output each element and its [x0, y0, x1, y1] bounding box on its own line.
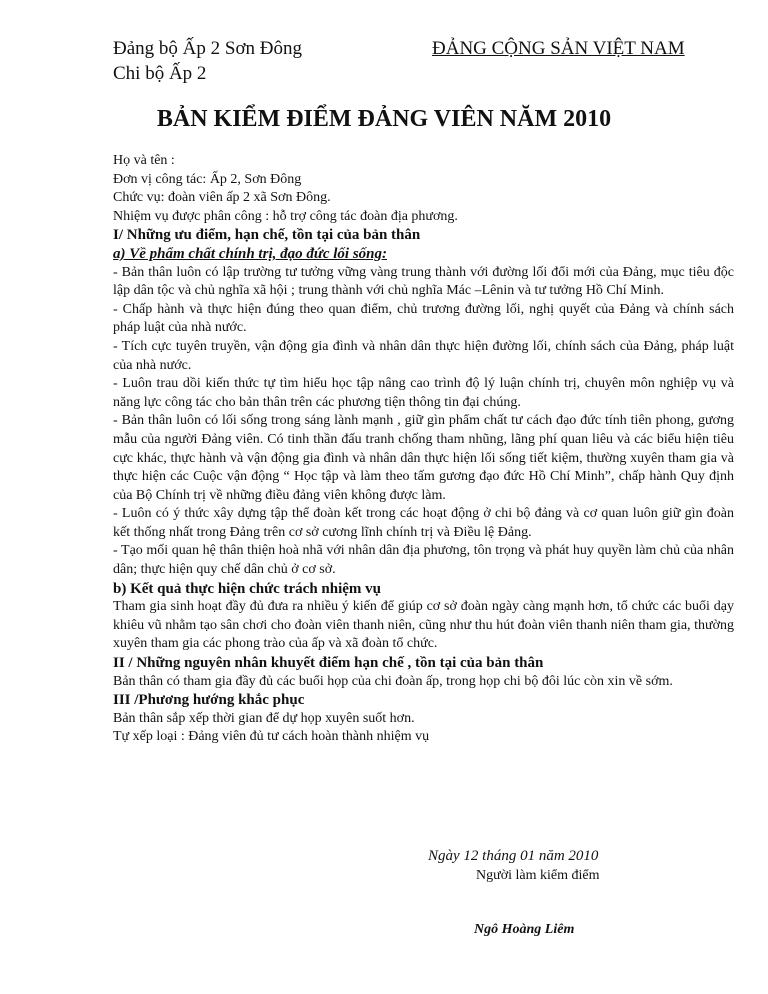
list-item: - Luôn có ý thức xây dựng tập thể đoàn kết trong các hoạt động ở chi bộ đảng và cơ quan luôn giữ gìn đoàn kết thống nhất trong Đảng trên cơ sở cương lĩnh chính trị và Điều lệ Đảng.	[113, 506, 734, 540]
signature-date: Ngày 12 tháng 01 năm 2010	[428, 848, 599, 864]
section-3-heading: III /Phương hướng khắc phục	[113, 692, 305, 709]
org-header	[113, 36, 302, 86]
org-line-2: Chi bộ Ấp 2	[113, 63, 207, 84]
signer-name: Ngô Hoàng Liêm	[474, 922, 575, 937]
document-title: BẢN KIỂM ĐIỂM ĐẢNG VIÊN NĂM 2010	[156, 106, 612, 132]
list-item: - Tích cực tuyên truyền, vận động gia đình và nhân dân thực hiện đường lối, chính sách của Đảng, pháp luật của nhà nước.	[113, 338, 734, 373]
section-1b-heading: b) Kết quả thực hiện chức trách nhiệm vụ	[113, 580, 382, 597]
info-duty: Nhiệm vụ được phân công : hỗ trợ công tác đoàn địa phương.	[113, 208, 458, 224]
document-body	[113, 152, 734, 747]
section-1-heading: I/ Những ưu điểm, hạn chế, tồn tại của bản thân	[113, 227, 421, 244]
signature-role: Người làm kiểm điểm	[476, 868, 600, 883]
section-1a-heading: a) Về phẩm chất chính trị, đạo đức lối sống:	[113, 245, 388, 262]
info-position: Chức vụ: đoàn viên ấp 2 xã Sơn Đông.	[113, 190, 331, 206]
list-item: - Chấp hành và thực hiện đúng theo quan điểm, chủ trương đường lối, nghị quyết của Đảng và chính sách pháp luật của nhà nước.	[113, 301, 734, 336]
section-2-heading: II / Những nguyên nhân khuyết điểm hạn chế , tồn tại của bản thân	[113, 655, 544, 672]
list-item: - Bản thân luôn có lối sống trong sáng lành mạnh , giữ gìn phẩm chất tư cách đạo đức tính tiên phong, gương mẫu của người Đảng viên. Có tinh thần đấu tranh chống tham nhũng, lãng phí quan liêu và các biểu hiện tiêu cực khác, thực hành và vận động gia đình và nhân dân thực hiện lối sống tiết kiệm, thường xuyên tham gia và thực hiện các Cuộc vận động “ Học tập và làm theo tấm gương đạo đức Hồ Chí Minh”, chấp hành Quy định của Bộ Chính trị về những điều đảng viên không được làm.	[113, 413, 734, 503]
self-rating: Tự xếp loại : Đảng viên đủ tư cách hoàn thành nhiệm vụ	[113, 729, 430, 745]
section-3-text: Bản thân sắp xếp thời gian để dự họp xuyên suốt hơn.	[113, 710, 415, 726]
info-unit: Đơn vị công tác: Ấp 2, Sơn Đông	[113, 171, 302, 187]
list-item: - Luôn trau dồi kiến thức tự tìm hiểu học tập nâng cao trình độ lý luận chính trị, chuyên môn nghiệp vụ và năng lực công tác cho bản thân trên các phương tiện thông tin đại chúng.	[113, 376, 734, 410]
info-name: Họ và tên :	[113, 153, 175, 168]
list-item: - Bản thân luôn có lập trường tư tưởng vững vàng trung thành với đường lối đổi mới của Đảng, mục tiêu độc lập dân tộc và chủ nghĩa xã hội ; trung thành với chủ nghĩa Mác –Lênin và tư tưởng Hồ Chí Minh.	[113, 264, 734, 299]
list-item: - Tạo mối quan hệ thân thiện hoà nhã với nhân dân địa phương, tôn trọng và phát huy quyền làm chủ của nhân dân; thực hiện quy chế dân chủ ở cơ sở.	[113, 543, 734, 578]
party-header: ĐẢNG CỘNG SẢN VIỆT NAM	[432, 38, 685, 59]
section-2-text: Bản thân có tham gia đầy đủ các buổi họp của chi đoàn ấp, trong họp chi bộ đôi lúc còn xin về sớm.	[113, 673, 673, 689]
org-line-1: Đảng bộ Ấp 2 Sơn Đông	[113, 38, 302, 59]
section-1b-text: Tham gia sinh hoạt đầy đủ đưa ra nhiều ý kiến để giúp cơ sở đoàn ngày càng mạnh hơn, tổ chức các buổi dạy khiêu vũ nhằm tạo sân chơi cho đoàn viên thanh niên, cũng như thu hút đoàn viên thanh niên tham gia, thường xuyên tham gia các phong trào của ấp và xã đoàn tổ chức.	[113, 599, 734, 652]
